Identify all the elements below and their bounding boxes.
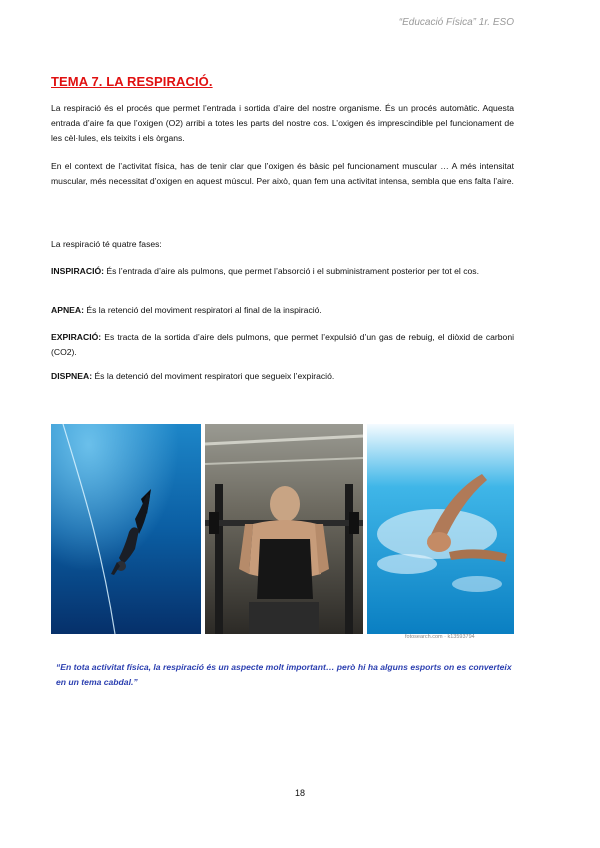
phase-text: És la detenció del moviment respiratori que segueix l’expiració. xyxy=(94,371,335,381)
page-title: TEMA 7. LA RESPIRACIÓ. xyxy=(51,74,213,89)
phase-apnea: APNEA: És la retenció del moviment respiratori al final de la inspiració. xyxy=(51,305,322,315)
phase-text: És l’entrada d’aire als pulmons, que permet l’absorció i el subministrament posterior per tot el cos. xyxy=(106,266,479,276)
phase-term: INSPIRACIÓ xyxy=(51,266,102,276)
phase-text: És la retenció del moviment respiratori al final de la inspiració. xyxy=(86,305,322,315)
phase-dispnea: DISPNEA: És la detenció del moviment respiratori que segueix l’expiració. xyxy=(51,371,335,381)
intro-paragraph-2: En el context de l’activitat física, has de tenir clar que l’oxigen és bàsic pel funcionament muscular … A més intensitat muscular, més necessitat d’oxigen en aquest múscul. Per això, quan fem una activitat intensa, sembla que ens falta l’aire. xyxy=(51,161,514,186)
freediver-photo xyxy=(51,424,201,634)
weightlifter-photo xyxy=(205,424,363,634)
page-number: 18 xyxy=(294,788,305,798)
phase-expiracio: EXPIRACIÓ: Es tracta de la sortida d’aire dels pulmons, que permet l’expulsió d’un gas de rebuig, el diòxid de carboni (CO2). xyxy=(51,332,515,357)
phase-text: Es tracta de la sortida d’aire dels pulmons, que permet l’expulsió d’un gas de rebuig, el diòxid de carboni (CO2). xyxy=(51,332,515,357)
phase-term: DISPNEA xyxy=(51,371,90,381)
running-header: “Educació Física” 1r. ESO xyxy=(398,17,514,28)
swimmer-photo xyxy=(367,424,514,634)
photo-credit: fotosearch.com · k13593794 xyxy=(405,634,475,640)
intro-paragraph-1: La respiració és el procés que permet l’entrada i sortida d’aire del nostre organisme. És un procés automàtic. Aquesta entrada d’aire fa que l’oxigen (O2) arribi a totes les parts del nostre cos. L’oxigen és imprescindible pel funcionament de les cèl·lules, els teixits i els òrgans. xyxy=(51,103,514,143)
phase-inspiracio: INSPIRACIÓ: És l’entrada d’aire als pulmons, que permet l’absorció i el subministrament posterior per tot el cos. xyxy=(51,266,479,276)
phase-term: EXPIRACIÓ xyxy=(51,332,99,342)
phases-intro: La respiració té quatre fases: xyxy=(51,239,162,249)
phase-term: APNEA xyxy=(51,305,82,315)
quote: “En tota activitat física, la respiració és un aspecte molt important… però hi ha alguns esports on es converteix en un tema cabdal.” xyxy=(56,662,512,687)
